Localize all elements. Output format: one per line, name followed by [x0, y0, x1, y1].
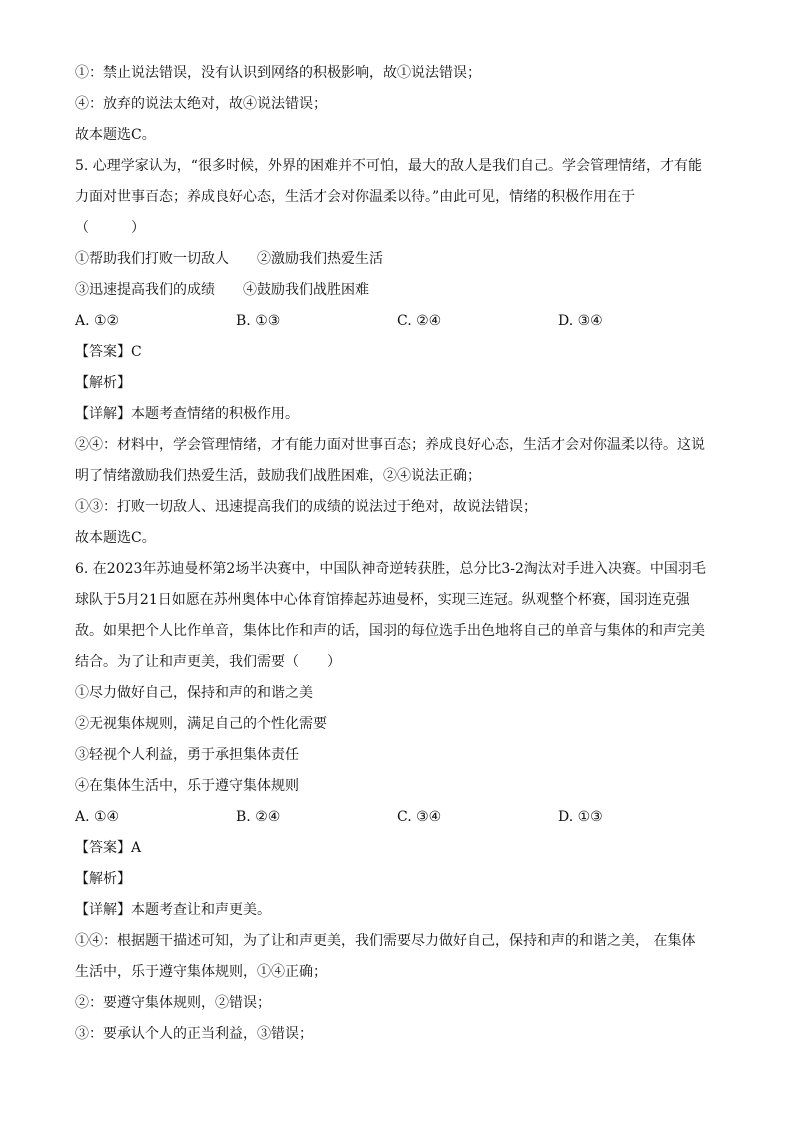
- question-6-statement: ①尽力做好自己，保持和声的和谐之美: [75, 685, 313, 701]
- question-6-options: [75, 802, 725, 833]
- option-c: C. ②④: [397, 313, 442, 329]
- question-5-detail: 【详解】本题考查情绪的积极作用。: [75, 406, 299, 422]
- option-c: C. ③④: [397, 809, 442, 825]
- text-line: 故本题选C。: [75, 127, 156, 143]
- option-a: A. ①②: [75, 313, 120, 329]
- question-5-detail: 明了情绪激励我们热爱生活，鼓励我们战胜困难，②④说法正确；: [75, 468, 481, 484]
- question-6-answer: 【答案】A: [75, 840, 142, 856]
- question-6-stem: 6. 在2023年苏迪曼杯第2场半决赛中，中国队神奇逆转获胜，总分比3-2淘汰对手进入决赛。中国羽毛: [75, 561, 706, 577]
- question-6-detail: 生活中，乐于遵守集体规则，①④正确；: [75, 964, 327, 980]
- question-6-stem: 结合。为了让和声更美，我们需要（ ）: [75, 654, 341, 670]
- question-5-answer: 【答案】C: [75, 344, 142, 360]
- question-6-analysis-label: 【解析】: [75, 871, 131, 887]
- question-5-detail: 故本题选C。: [75, 530, 156, 546]
- option-b: B. ②④: [236, 809, 281, 825]
- question-5-detail: ②④：材料中，学会管理情绪，才有能力面对世事百态；养成良好心态，生活才会对你温柔以待。这说: [75, 437, 705, 453]
- question-6-stem: 球队于5月21日如愿在苏州奥体中心体育馆捧起苏迪曼杯，实现三连冠。纵观整个杯赛，国羽连克强: [75, 592, 690, 608]
- question-6-detail: 【详解】本题考查让和声更美。: [75, 902, 271, 918]
- option-a: A. ①④: [75, 809, 120, 825]
- question-5-statement: ①帮助我们打败一切敌人 ②激励我们热爱生活: [75, 251, 383, 267]
- question-5-blank: （ ）: [75, 220, 145, 236]
- question-6-statement: ④在集体生活中，乐于遵守集体规则: [75, 778, 299, 794]
- question-6-detail: ①④：根据题干描述可知，为了让和声更美，我们需要尽力做好自己，保持和声的和谐之美， 在集体: [75, 933, 696, 949]
- document-page: [75, 58, 725, 1050]
- question-5-options: [75, 306, 725, 337]
- question-6-detail: ③：要承认个人的正当利益，③错误；: [75, 1026, 313, 1042]
- option-d: D. ①③: [558, 809, 603, 825]
- option-b: B. ①③: [236, 313, 281, 329]
- option-d: D. ③④: [558, 313, 603, 329]
- text-line: ①：禁止说法错误，没有认识到网络的积极影响，故①说法错误；: [75, 65, 481, 81]
- question-5-detail: ①③：打败一切敌人、迅速提高我们的成绩的说法过于绝对，故说法错误；: [75, 499, 537, 515]
- question-5-stem: 力面对世事百态；养成良好心态，生活才会对你温柔以待。”由此可见，情绪的积极作用在于: [75, 189, 636, 205]
- question-6-stem: 敌。如果把个人比作单音，集体比作和声的话，国羽的每位选手出色地将自己的单音与集体的和声完美: [75, 623, 705, 639]
- question-6-statement: ③轻视个人利益，勇于承担集体责任: [75, 747, 299, 763]
- question-5-statement: ③迅速提高我们的成绩 ④鼓励我们战胜困难: [75, 282, 369, 298]
- question-5-analysis-label: 【解析】: [75, 375, 131, 391]
- question-6-detail: ②：要遵守集体规则，②错误；: [75, 995, 271, 1011]
- question-6-statement: ②无视集体规则，满足自己的个性化需要: [75, 716, 327, 732]
- question-5-stem: 5. 心理学家认为，“很多时候，外界的困难并不可怕，最大的敌人是我们自己。学会管理情绪，才有能: [75, 158, 702, 174]
- text-line: ④：放弃的说法太绝对，故④说法错误；: [75, 96, 327, 112]
